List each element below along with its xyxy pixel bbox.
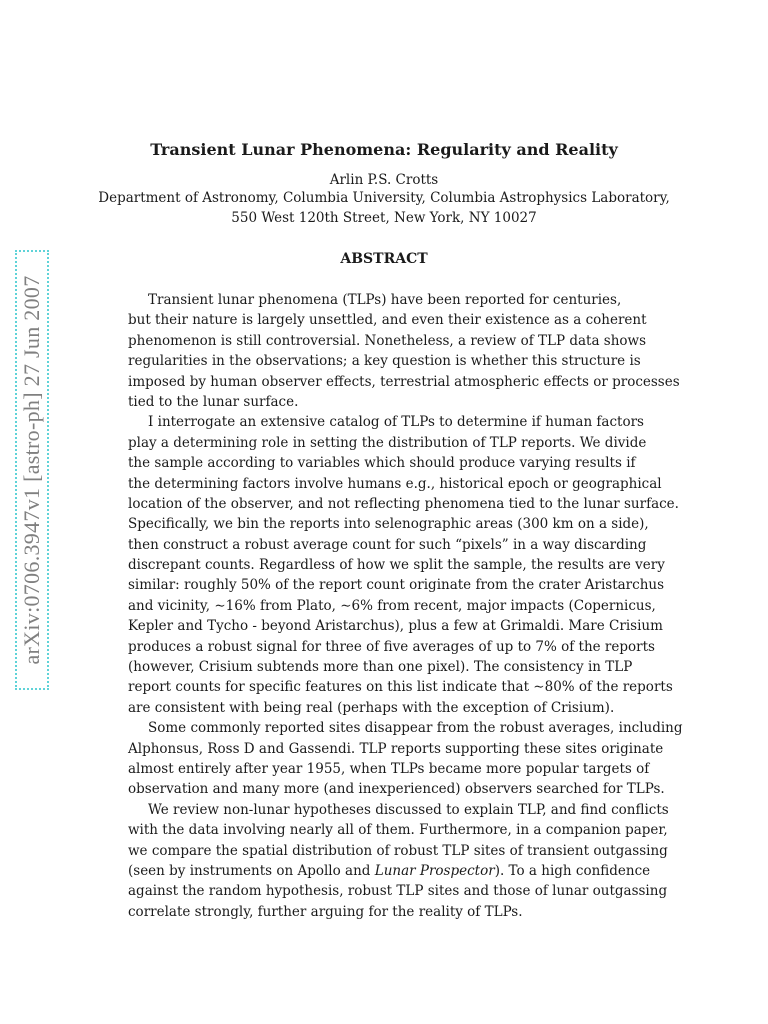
abstract-line: Some commonly reported sites disappear from the robust averages, including: [148, 720, 683, 737]
abstract-line: discrepant counts. Regardless of how we split the sample, the results are very: [128, 557, 665, 574]
paper-title: Transient Lunar Phenomena: Regularity and Reality: [150, 140, 618, 159]
abstract-body: [128, 290, 683, 922]
italic-mission-name: Lunar Prospector: [374, 862, 495, 879]
affiliation: Department of Astronomy, Columbia University, Columbia Astrophysics Laboratory,: [98, 190, 670, 206]
abstract-line: produces a robust signal for three of five averages of up to 7% of the reports: [128, 638, 655, 655]
abstract-line: report counts for specific features on this list indicate that ∼80% of the reports: [128, 679, 673, 696]
abstract-line: similar: roughly 50% of the report count originate from the crater Aristarchus: [128, 577, 665, 594]
abstract-line: we compare the spatial distribution of robust TLP sites of transient outgassing: [128, 842, 668, 859]
abstract-line: the determining factors involve humans e.g., historical epoch or geographical: [128, 475, 662, 492]
abstract-line: Kepler and Tycho - beyond Aristarchus), plus a few at Grimaldi. Mare Crisium: [128, 618, 663, 635]
abstract-line: We review non-lunar hypotheses discussed to explain TLP, and find conflicts: [148, 801, 669, 818]
abstract-line: play a determining role in setting the distribution of TLP reports. We divide: [128, 434, 647, 451]
abstract-line: phenomenon is still controversial. Nonetheless, a review of TLP data shows: [128, 332, 647, 349]
abstract-heading: ABSTRACT: [340, 251, 428, 267]
abstract-line: observation and many more (and inexperienced) observers searched for TLPs.: [128, 781, 665, 798]
abstract-line: and vicinity, ∼16% from Plato, ∼6% from recent, major impacts (Copernicus,: [128, 597, 656, 614]
abstract-text-segment: (seen by instruments on Apollo and: [128, 862, 375, 879]
abstract-line: imposed by human observer effects, terrestrial atmospheric effects or processes: [128, 373, 680, 390]
abstract-line: Specifically, we bin the reports into selenographic areas (300 km on a side),: [128, 516, 649, 533]
abstract-line: regularities in the observations; a key question is whether this structure is: [128, 353, 641, 370]
abstract-line: are consistent with being real (perhaps with the exception of Crisium).: [128, 699, 615, 716]
abstract-line: the sample according to variables which should produce varying results if: [128, 455, 636, 472]
abstract-line: then construct a robust average count for such “pixels” in a way discarding: [128, 536, 647, 553]
abstract-line-with-italic: [128, 861, 651, 881]
author-name: Arlin P.S. Crotts: [329, 172, 439, 188]
abstract-line: but their nature is largely unsettled, and even their existence as a coherent: [128, 312, 647, 329]
abstract-line: correlate strongly, further arguing for the reality of TLPs.: [128, 903, 523, 920]
abstract-line: almost entirely after year 1955, when TLPs became more popular targets of: [128, 760, 650, 777]
abstract-line: (however, Crisium subtends more than one pixel). The consistency in TLP: [128, 659, 633, 676]
abstract-line: against the random hypothesis, robust TLP sites and those of lunar outgassing: [128, 883, 668, 900]
abstract-line: location of the observer, and not reflecting phenomena tied to the lunar surface.: [128, 495, 679, 512]
abstract-line: with the data involving nearly all of them. Furthermore, in a companion paper,: [128, 822, 668, 839]
abstract-line: tied to the lunar surface.: [128, 393, 299, 410]
arxiv-stamp[interactable]: [15, 250, 49, 690]
abstract-line: Transient lunar phenomena (TLPs) have been reported for centuries,: [148, 292, 622, 308]
abstract-line: Alphonsus, Ross D and Gassendi. TLP reports supporting these sites originate: [128, 740, 664, 757]
arxiv-identifier[interactable]: arXiv:0706.3947v1 [astro-ph] 27 Jun 2007: [19, 275, 44, 665]
abstract-line: I interrogate an extensive catalog of TLPs to determine if human factors: [148, 414, 644, 431]
address: 550 West 120th Street, New York, NY 10027: [231, 210, 537, 226]
abstract-text-segment: ). To a high confidence: [494, 862, 651, 879]
